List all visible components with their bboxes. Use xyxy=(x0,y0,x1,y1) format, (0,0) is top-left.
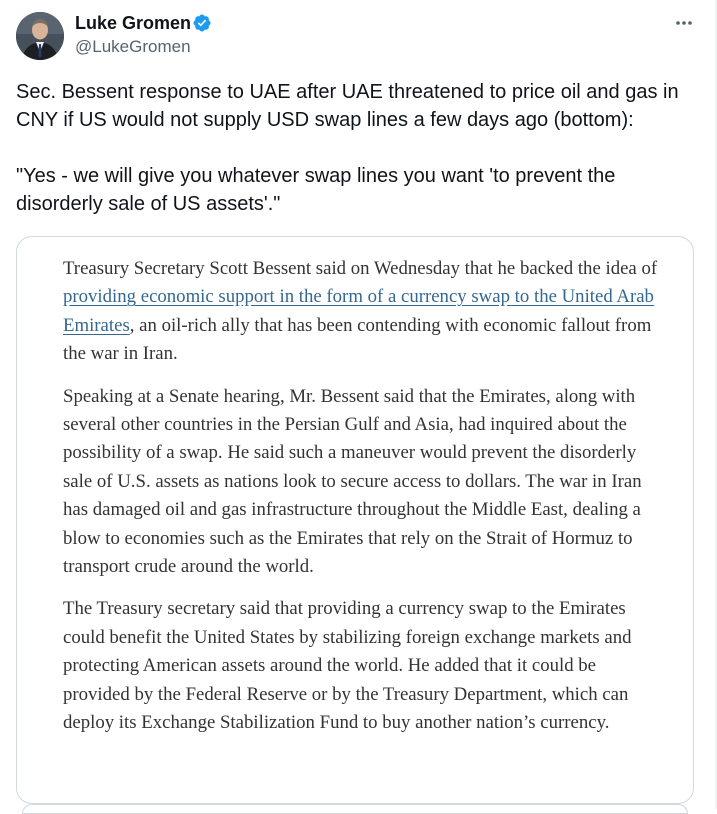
verified-badge-icon xyxy=(192,13,212,33)
more-horizontal-icon[interactable] xyxy=(672,11,696,35)
avatar[interactable] xyxy=(16,12,64,60)
author-handle[interactable]: @LukeGromen xyxy=(75,37,191,56)
profile-photo-icon xyxy=(16,12,64,60)
tweet-text xyxy=(16,78,706,218)
tweet-paragraph-2: "Yes - we will give you whatever swap lines you want 'to prevent the disorderly sale of US assets'." xyxy=(16,165,616,215)
quoted-article-card[interactable] xyxy=(16,236,694,804)
tweet-paragraph-1: Sec. Bessent response to UAE after UAE threatened to price oil and gas in CNY if US would not supply USD swap lines a few days ago (bottom): xyxy=(16,81,679,131)
article-text: Treasury Secretary Scott Bessent said on Wednesday that he backed the idea of xyxy=(63,258,658,279)
article-link[interactable]: providing economic support in the form of a currency swap to the United Arab Emirates xyxy=(63,286,654,336)
article-paragraph-1 xyxy=(63,255,663,369)
article-excerpt xyxy=(63,255,663,738)
author-name[interactable]: Luke Gromen xyxy=(75,13,192,33)
article-paragraph-2: Speaking at a Senate hearing, Mr. Bessent said that the Emirates, along with several other countries in the Persian Gulf and Asia, had inquired about the possibility of a swap. He said such a maneuver would prevent the disorderly sale of U.S. assets as nations look to secure access to dollars. The war in Iran has damaged oil and gas infrastructure throughout the Middle East, dealing a blow to economies such as the Emirates that rely on the Strait of Hormuz to transport crude around the world. xyxy=(63,385,642,578)
article-text: , an oil-rich ally that has been contending with economic fallout from the war in Iran. xyxy=(63,314,652,365)
next-card-edge xyxy=(22,804,688,814)
article-paragraph-3: The Treasury secretary said that providing a currency swap to the Emirates could benefit the United States by stabilizing foreign exchange markets and protecting American assets around the world. He added that it could be provided by the Federal Reserve or by the Treasury Department, which can deploy its Exchange Stabilization Fund to buy another nation’s currency. xyxy=(63,598,632,734)
